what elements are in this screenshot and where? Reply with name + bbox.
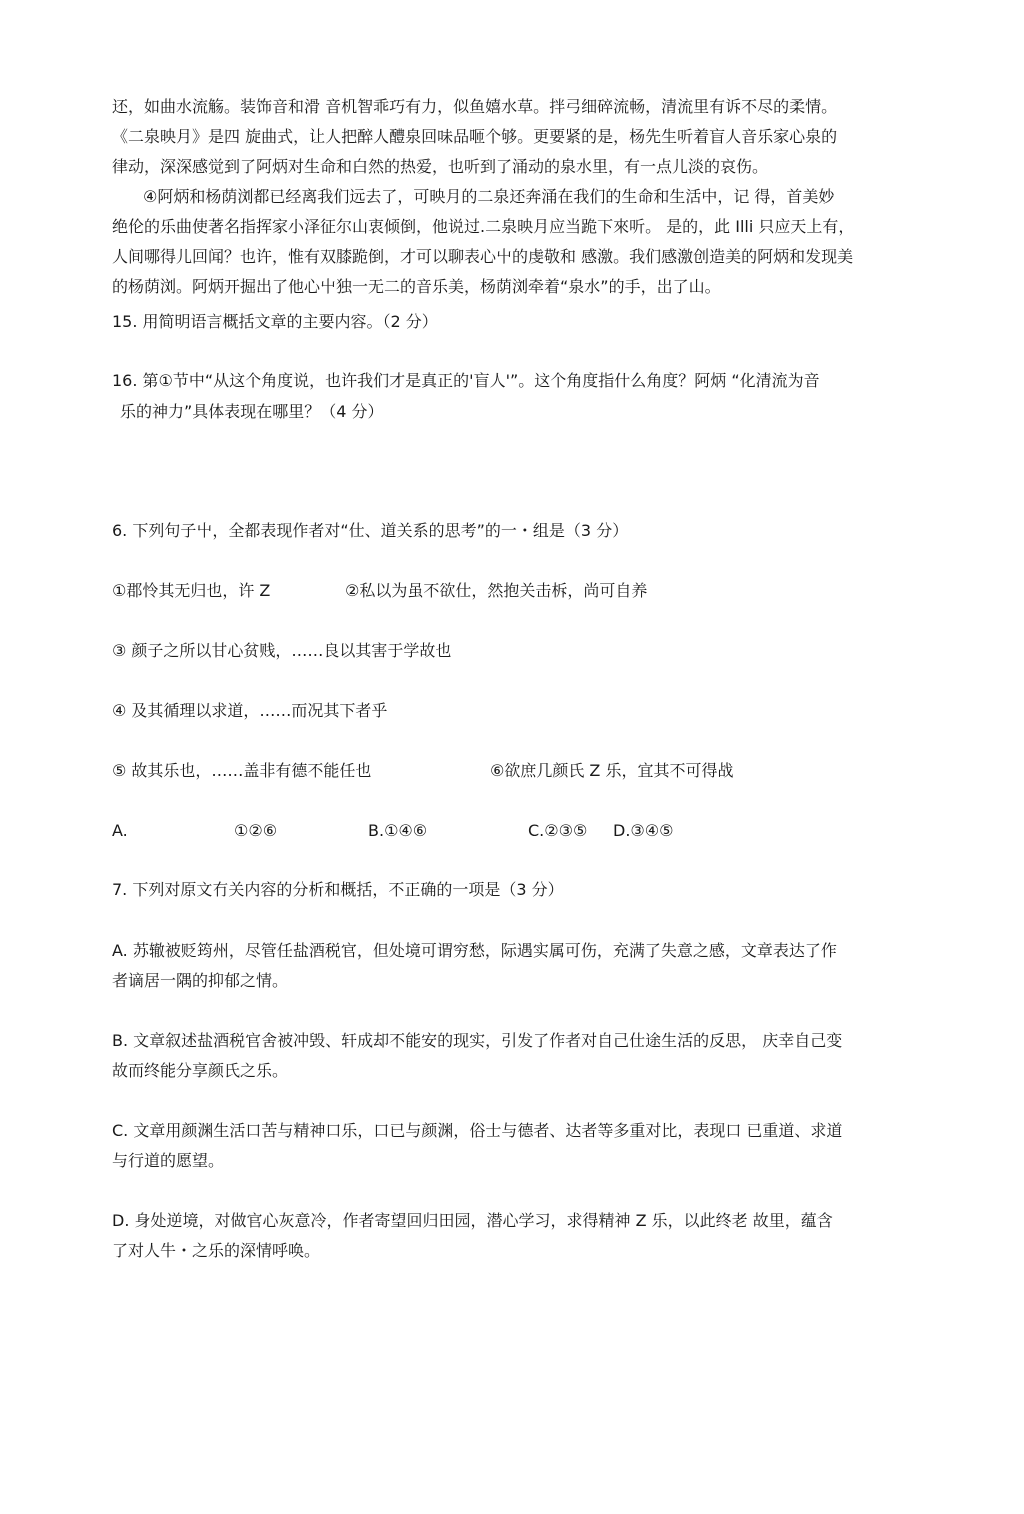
choice-c: C.②③⑤ bbox=[528, 821, 588, 840]
passage-line-4: ④阿炳和杨荫浏都已经离我们远去了，可映月的二泉还奔涌在我们的生命和生活中，记 得，首美妙 bbox=[143, 187, 835, 206]
passage-line-6: 人间哪得儿回闻？也许，惟有双膝跪倒，才可以聊表心屮的虔敬和 感激。我们感激创造美的阿炳和发现美 bbox=[112, 247, 854, 266]
question-7-d-line-1: D. 身处逆境，对做官心灰意冷，作者寄望回归田园，潜心学习，求得精神 Z 乐，以此终老 故里，蕴含 bbox=[112, 1211, 833, 1230]
passage-line-2: 《二泉映月》是四 旋曲式，让人把醉人醴泉回味品咂个够。更要紧的是，杨先生听着盲人音乐家心泉的 bbox=[112, 127, 838, 146]
question-7-c-line-1: C. 文章用颜渊生活口苦与精神口乐，口已与颜渊，俗士与德者、达者等多重对比，表现口 已重道、求道 bbox=[112, 1121, 843, 1140]
question-16-line-2: 乐的神力”具体表现在哪里？（4 分） bbox=[120, 402, 384, 421]
question-7-d-line-2: 了对人牛・之乐的深情呼唤。 bbox=[112, 1241, 321, 1260]
question-6-option-5: ⑤ 故其乐也，……盖非有德不能任也 bbox=[112, 761, 372, 780]
passage-line-5: 绝伦的乐曲使著名指挥家小泽征尔山衷倾倒，他说过.二泉映月应当跪下來听。 是的，此 Illi 只应天上有， bbox=[112, 217, 855, 236]
choice-b: B.①④⑥ bbox=[368, 821, 428, 840]
question-15: 15. 用简明语言概括文章的主要内容。（2 分） bbox=[112, 312, 438, 331]
passage-line-3: 律动，深深感觉到了阿炳对生命和白然的热爱，也听到了涌动的泉水里，有一点儿淡的哀伤。 bbox=[112, 157, 769, 176]
choice-a-label: A. bbox=[112, 821, 128, 840]
question-6-option-1: ①郡怜其无归也，许 Z bbox=[112, 581, 271, 600]
question-6-option-3: ③ 颜子之所以甘心贫贱，……良以其害于学故也 bbox=[112, 641, 452, 660]
question-6-option-2: ②私以为虽不欲仕，然抱关击柝，尚可自养 bbox=[345, 581, 648, 600]
question-7-c-line-2: 与行道的愿望。 bbox=[112, 1151, 225, 1170]
choice-d: D.③④⑤ bbox=[613, 821, 674, 840]
question-6-option-6: ⑥欲庶几颜氏 Z 乐，宜其不可得战 bbox=[490, 761, 734, 780]
question-7-stem: 7. 下列对原文冇关内容的分析和概括，不正确的一项是（3 分） bbox=[112, 880, 564, 899]
question-7-b-line-1: B. 文章叙述盐酒税官舍被冲毁、轩成却不能安的现实，引发了作者对自己仕途生活的反思， 庆幸自己变 bbox=[112, 1031, 843, 1050]
question-16-line-1: 16. 第①节中“从这个角度说，也许我们才是真正的'盲人'”。这个角度指什么角度？阿炳 “化清流为音 bbox=[112, 371, 820, 390]
question-6-stem: 6. 下列句子屮，全都表现作者对“仕、道关系的思考”的一・组是（3 分） bbox=[112, 521, 629, 540]
passage-line-1: 还，如曲水流觞。装饰音和滑 音机智乖巧有力，似鱼嬉水草。拌弓细碎流畅，清流里有诉不尽的柔情。 bbox=[112, 97, 838, 116]
choice-a: ①②⑥ bbox=[234, 821, 278, 840]
question-6-option-4: ④ 及其循理以求道，……而况其下者乎 bbox=[112, 701, 388, 720]
question-7-b-line-2: 故而终能分享颜氏之乐。 bbox=[112, 1061, 289, 1080]
question-7-a-line-1: A. 苏辙被贬筠州，尽管任盐酒税官，但处境可谓穷愁，际遇实属可伤，充满了失意之感，文章表达了作 bbox=[112, 941, 837, 960]
passage-line-7: 的杨荫浏。阿炳开掘出了他心屮独一无二的音乐美，杨荫浏牵着“泉水”的手，岀了山。 bbox=[112, 277, 721, 296]
question-7-a-line-2: 者谪居一隅的抑郁之情。 bbox=[112, 971, 289, 990]
